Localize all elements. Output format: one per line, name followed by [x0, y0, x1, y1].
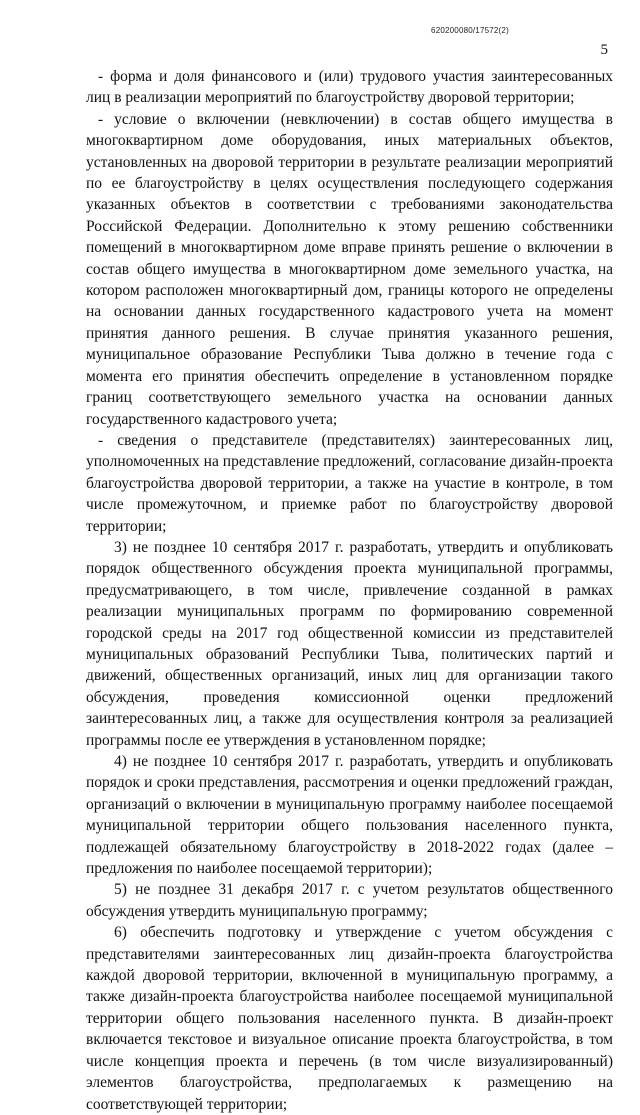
paragraph-representatives: - сведения о представителе (представителях) заинтересованных лиц, уполномоченных на представление предложений, согласование дизайн-проекта благоустройства дворовой территории, а также на участие в контроле, в том числе промежуточном, и приемке работ по благоустройству дворовой территории;	[86, 431, 613, 535]
paragraph-item-4: 4) не позднее 10 сентября 2017 г. разработать, утвердить и опубликовать порядок и сроки представления, рассмотрения и оценки предложений граждан, организаций о включении в муниципальную программу наиболее посещаемой муниципальной территории общего пользования населенного пункта, подлежащей обязательному благоустройству в 2018-2022 годах (далее – предложения по наиболее посещаемой территории);	[86, 753, 613, 878]
paragraph-item-6: 6) обеспечить подготовку и утверждение с учетом обсуждения с представителями заинтересованных лиц дизайн-проекта благоустройства каждой дворовой территории, включенной в муниципальную программу, а также дизайн-проекта благоустройства наиболее посещаемой муниципальной территории общего пользования населенного пункта. В дизайн-проект включается текстовое и визуальное описание проекта благоустройства, в том числе концепция проекта и перечень (в том числе визуализированный) элементов благоустройства, предполагаемых к размещению на соответствующей территории;	[86, 924, 613, 1113]
document-id: 620200080/17572(2)	[431, 26, 509, 35]
paragraph-participation-form: - форма и доля финансового и (или) трудового участия заинтересованных лиц в реализации мероприятий по благоустройству дворовой территории;	[86, 68, 613, 107]
paragraph-item-3: 3) не позднее 10 сентября 2017 г. разработать, утвердить и опубликовать порядок общественного обсуждения проекта муниципальной программы, предусматривающего, в том числе, привлечение созданной в рамках реализации муниципальных программ по формированию современной городской среды на 2017 год общественной комиссии из представителей муниципальных образований Республики Тыва, политических партий и движений, общественных организаций, иных лиц для организации такого обсуждения, проведения комиссионной оценки предложений заинтересованных лиц, а также для осуществления контроля за реализацией программы после ее утверждения в установленном порядке;	[86, 538, 613, 749]
document-body	[86, 66, 613, 1115]
page-number: 5	[600, 42, 608, 58]
paragraph-common-property-condition: - условие о включении (невключении) в состав общего имущества в многоквартирном доме оборудования, иных материальных объектов, установленных на дворовой территории в результате реализации мероприятий по ее благоустройству в целях осуществления последующего содержания указанных объектов в соответствии с требованиями законодательства Российской Федерации. Дополнительно к этому решению собственники помещений в многоквартирном доме вправе принять решение о включении в состав общего имущества в многоквартирном доме земельного участка, на котором расположен многоквартирный дом, границы которого не определены на основании данных государственного кадастрового учета на момент принятия данного решения. В случае принятия указанного решения, муниципальное образование Республики Тыва должно в течение года с момента его принятия обеспечить определение в установленном порядке границ соответствующего земельного участка на основании данных государственного кадастрового учета;	[86, 110, 613, 428]
paragraph-item-5: 5) не позднее 31 декабря 2017 г. с учетом результатов общественного обсуждения утвердить муниципальную программу;	[86, 881, 613, 920]
